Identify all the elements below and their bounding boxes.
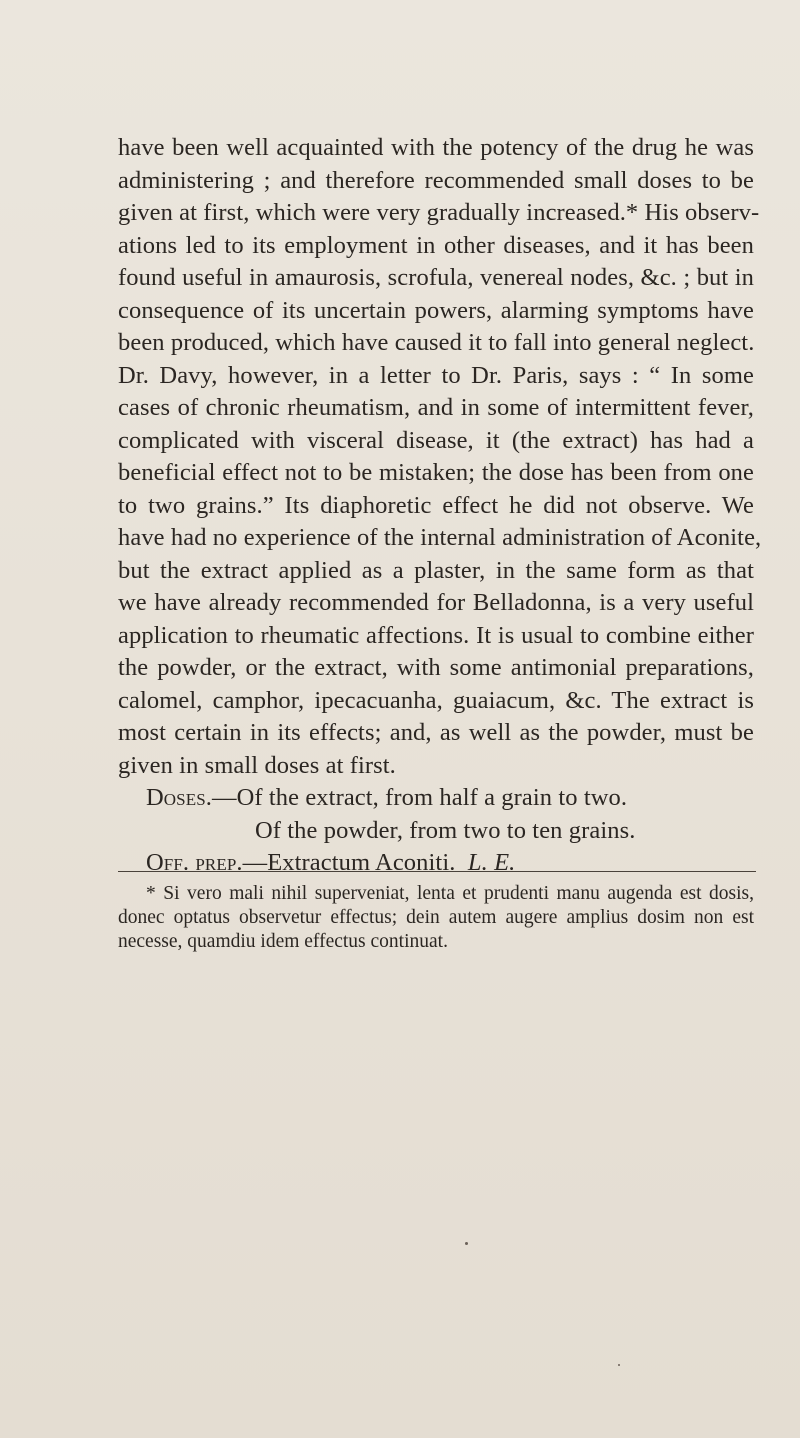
doses-label: Doses. — [146, 784, 212, 811]
body-line: we have already recommended for Belladonna, is a very useful — [118, 589, 754, 616]
body-line: complicated with visceral disease, it (the extract) has had a — [118, 426, 754, 454]
body-line: consequence of its uncertain powers, alarming symptoms have — [118, 296, 754, 324]
pharmacopoeia-reference: L. E. — [467, 849, 516, 876]
body-line: but the extract applied as a plaster, in the same form as that — [118, 556, 754, 584]
body-line: have been well acquainted with the potency of the drug he was — [118, 134, 754, 161]
main-text-block — [118, 132, 762, 880]
doses-line — [118, 782, 754, 815]
body-line: most certain in its effects; and, as well as the powder, must be — [118, 719, 754, 746]
paper-speck — [618, 1364, 620, 1366]
body-line: application to rheumatic affections. It is usual to combine either — [118, 621, 754, 649]
doses-powder-line: Of the powder, from two to ten grains. — [255, 816, 636, 844]
body-line: administering ; and therefore recommended small doses to be — [118, 166, 754, 194]
footnote-block — [118, 882, 754, 954]
body-line: to two grains.” Its diaphoretic effect he did not observe. We — [118, 491, 754, 519]
footnote-line: * Si vero mali nihil superveniat, lenta et prudenti manu augenda est dosis, — [146, 883, 754, 904]
body-line: Dr. Davy, however, in a letter to Dr. Paris, says : “ In some — [118, 361, 754, 389]
body-line: cases of chronic rheumatism, and in some of intermittent fever, — [118, 394, 754, 421]
body-line: the powder, or the extract, with some antimonial preparations, — [118, 654, 754, 681]
body-line: given at first, which were very gradually increased.* His observ- — [118, 199, 760, 226]
officinal-text: —Extractum Aconiti. — [242, 849, 456, 876]
body-line: ations led to its employment in other diseases, and it has been — [118, 231, 754, 259]
body-line: have had no experience of the internal administration of Aconite, — [118, 524, 762, 551]
body-line: found useful in amaurosis, scrofula, venereal nodes, &c. ; but in — [118, 264, 754, 291]
body-line: beneficial effect not to be mistaken; the dose has been from one — [118, 459, 754, 486]
doses-extract-text: —Of the extract, from half a grain to two. — [212, 784, 628, 811]
body-line: calomel, camphor, ipecacuanha, guaiacum, &c. The extract is — [118, 686, 754, 714]
body-line: given in small doses at first. — [118, 751, 396, 779]
footnote-rule — [118, 871, 756, 872]
footnote-line: necesse, quamdiu idem effectus continuat. — [118, 931, 448, 952]
body-line: been produced, which have caused it to fall into general neglect. — [118, 329, 755, 356]
footnote-line: donec optatus observetur effectus; dein autem augere amplius dosim non est — [118, 907, 754, 928]
officinal-label: Off. prep. — [146, 849, 243, 876]
officinal-preparation-line — [118, 847, 754, 880]
paper-speck — [465, 1242, 468, 1245]
